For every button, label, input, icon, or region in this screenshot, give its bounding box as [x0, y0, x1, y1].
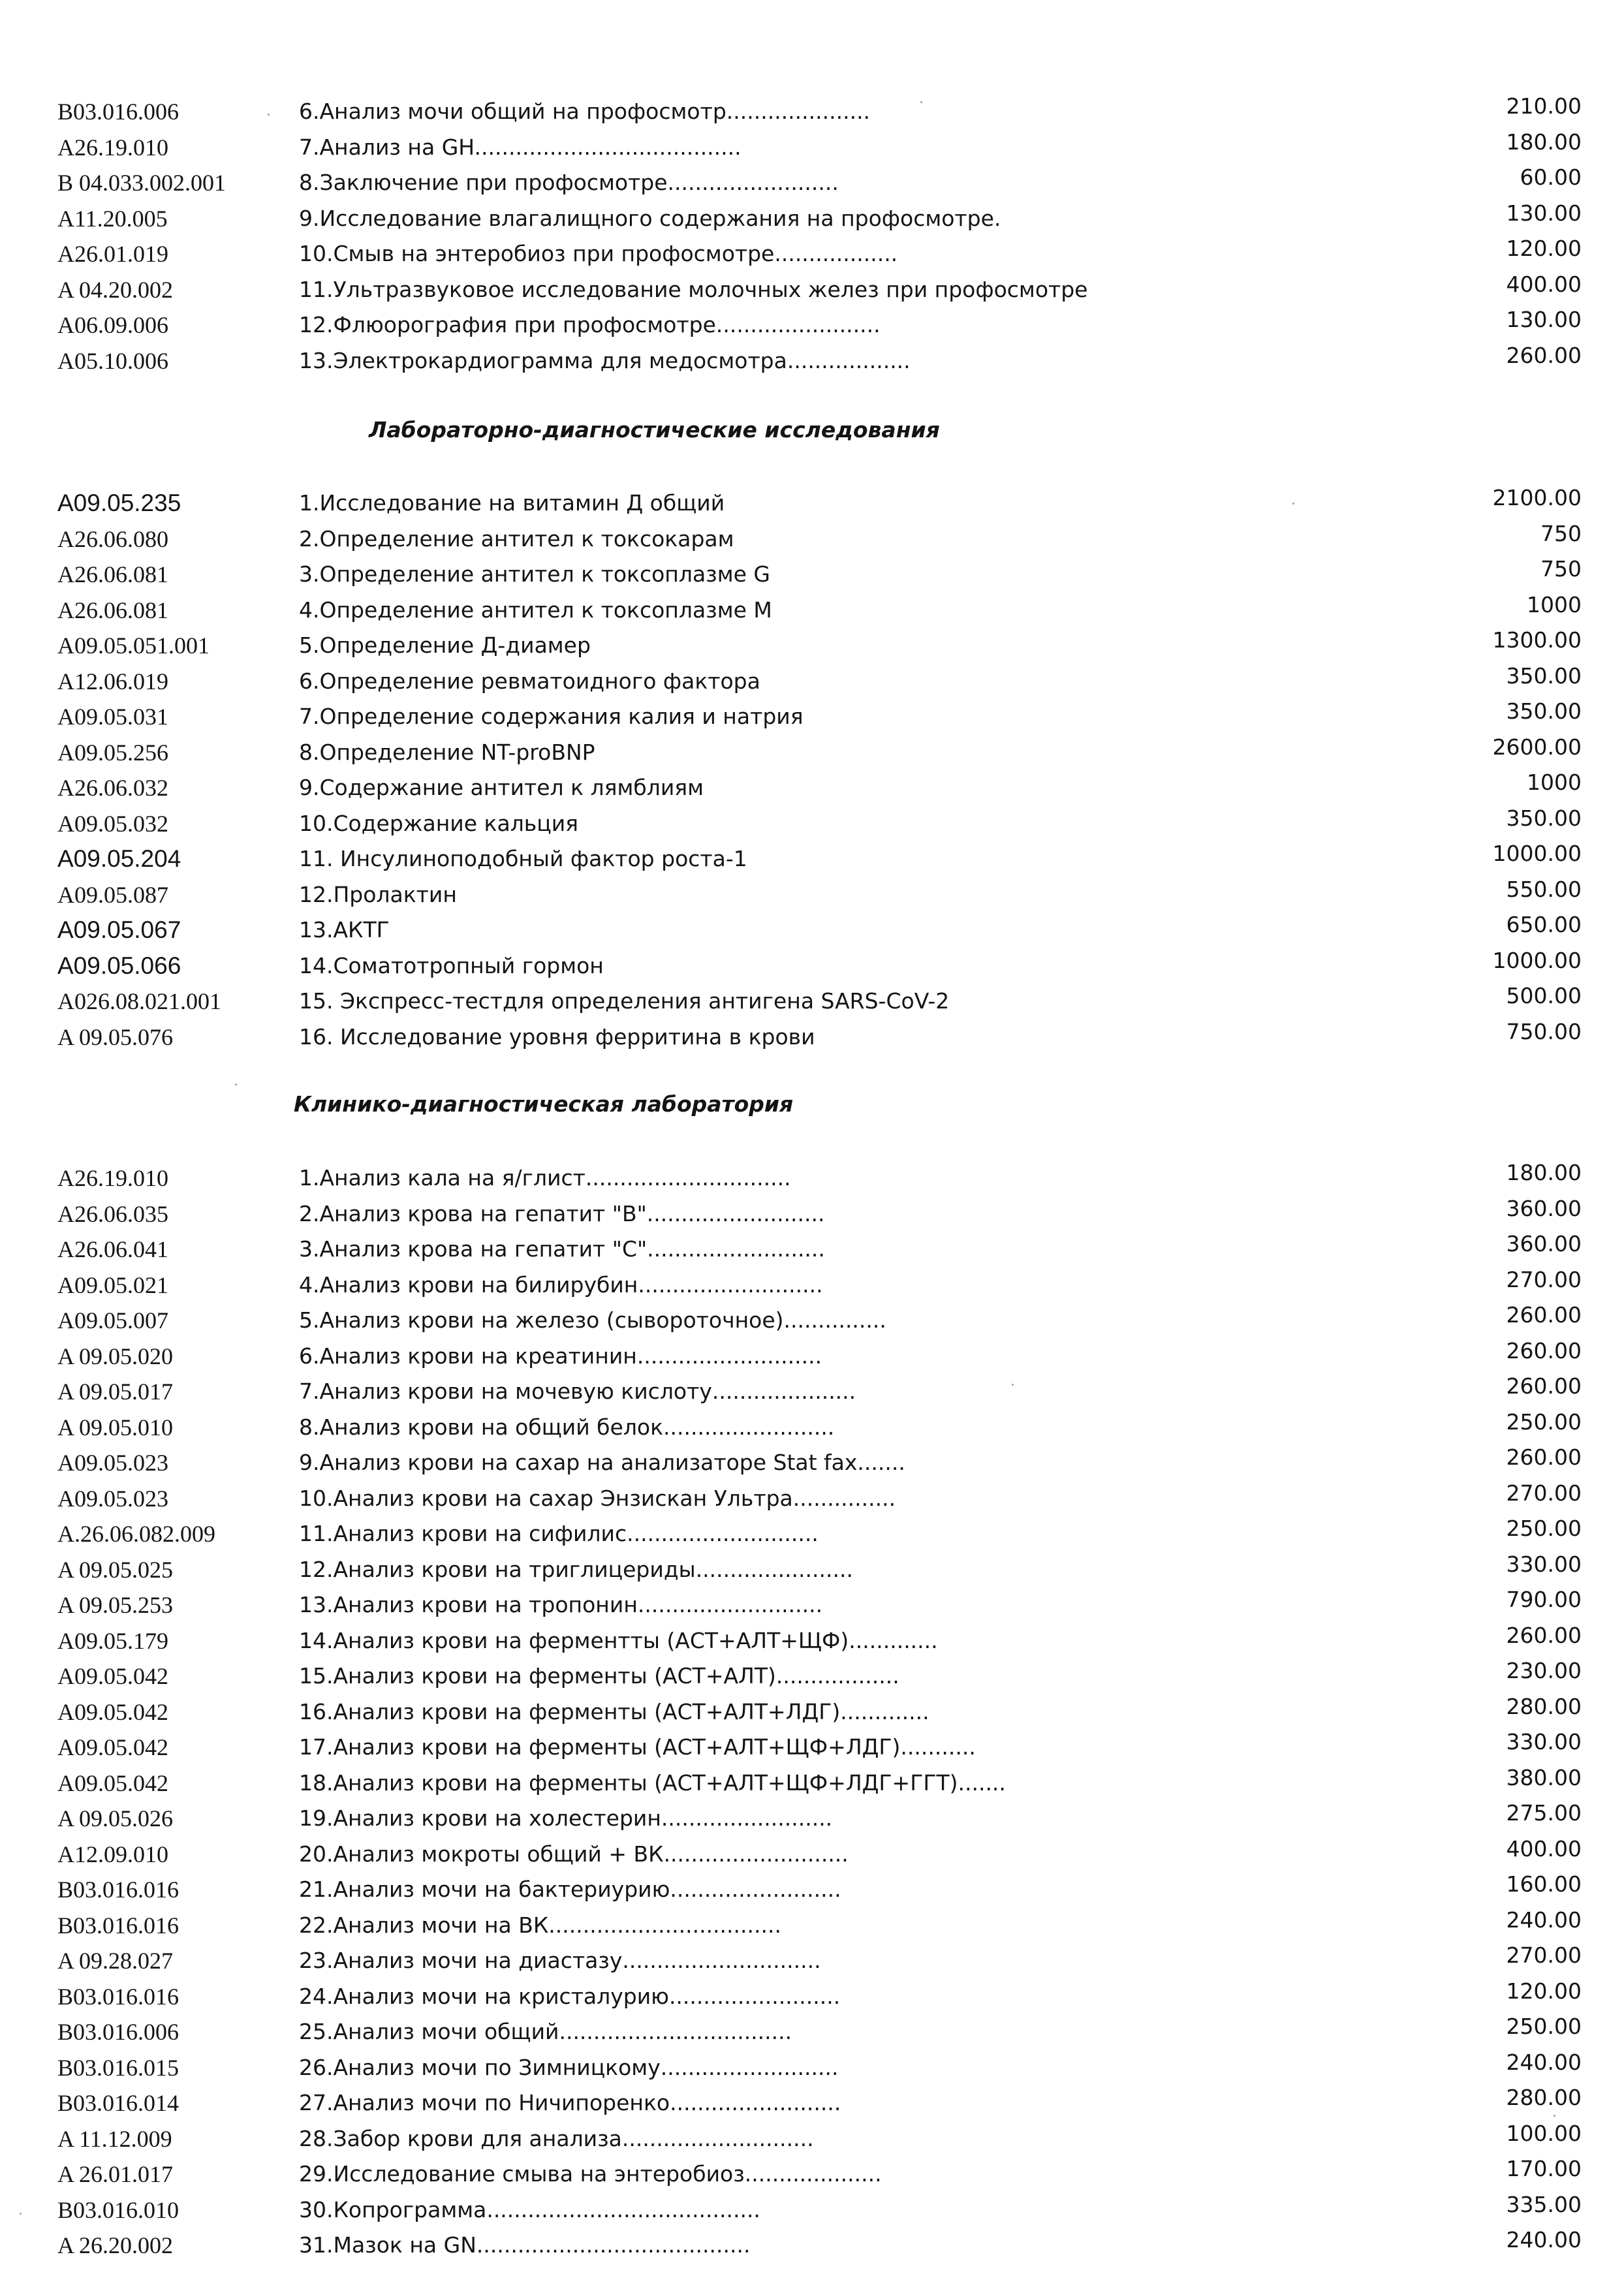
service-price: 400.00 [1506, 271, 1582, 297]
service-code: A 04.20.002 [57, 276, 174, 303]
service-code: B03.016.016 [57, 1912, 180, 1939]
service-code: B03.016.016 [57, 1983, 180, 2010]
table-row [0, 2191, 1624, 2230]
table-row [0, 1266, 1624, 1305]
service-code: A09.05.031 [57, 704, 168, 730]
service-code: A26.06.035 [57, 1200, 168, 1227]
service-price: 260.00 [1506, 1444, 1582, 1470]
service-code: A 09.05.017 [57, 1379, 174, 1405]
service-price: 330.00 [1506, 1729, 1582, 1754]
service-name: 15.Анализ крови на ферменты (АСТ+АЛТ).................. [299, 1663, 899, 1689]
service-name: 14.Анализ крови на ферментты (АСТ+АЛТ+ЩФ)............. [299, 1627, 938, 1653]
service-name: 9.Содержание антител к лямблиям [299, 775, 704, 800]
service-code: A26.19.010 [57, 134, 168, 161]
service-code: A 09.05.253 [57, 1592, 174, 1618]
table-row [0, 95, 1624, 131]
service-code: A05.10.006 [57, 347, 168, 374]
table-row [0, 843, 1624, 879]
service-name: 10.Смыв на энтеробиоз при профосмотре.................. [299, 241, 898, 266]
table-row [0, 1764, 1624, 1803]
service-name: 31.Мазок на GN........................................ [299, 2232, 751, 2258]
table-row [0, 558, 1624, 594]
service-name: 25.Анализ мочи общий.................................. [299, 2019, 792, 2044]
table-row [0, 238, 1624, 273]
service-price: 240.00 [1506, 2049, 1582, 2075]
service-code: A09.05.067 [57, 916, 181, 943]
table-row [0, 914, 1624, 950]
service-name: 6.Анализ мочи общий на профосмотр..................... [299, 99, 871, 124]
table-row [0, 629, 1624, 665]
table-row [0, 876, 1624, 914]
table-row [0, 487, 1624, 523]
service-price: 250.00 [1506, 1409, 1582, 1435]
service-code: A09.05.256 [57, 739, 168, 766]
service-price: 160.00 [1506, 1871, 1582, 1897]
service-name: 4.Анализ крови на билирубин........................... [299, 1271, 823, 1298]
service-code: A 09.05.026 [57, 1805, 174, 1831]
service-name: 12.Пролактин [299, 881, 457, 907]
service-price: 270.00 [1506, 1942, 1582, 1968]
service-code: A 11.12.009 [57, 2125, 172, 2152]
service-price: 240.00 [1506, 1907, 1582, 1933]
service-name: 5.Анализ крови на железо (сывороточное)............... [299, 1307, 886, 1333]
service-code: A 09.05.025 [57, 1556, 174, 1583]
service-code: A 09.28.027 [57, 1948, 174, 1974]
service-price: 1000.00 [1492, 947, 1582, 973]
service-name: 7.Анализ на GH....................................... [299, 134, 742, 160]
table-row [0, 1375, 1624, 1411]
table-row [0, 1660, 1624, 1696]
service-code: A 09.05.076 [57, 1023, 174, 1050]
service-price: 170.00 [1506, 2156, 1582, 2181]
service-code: A09.05.042 [57, 1769, 168, 1796]
table-row [0, 2158, 1624, 2194]
service-name: 9.Исследование влагалищного содержания на профосмотре. [299, 205, 1001, 231]
service-code: A26.06.032 [57, 775, 168, 801]
service-name: 1.Анализ кала на я/глист.............................. [299, 1165, 791, 1191]
service-name: 17.Анализ крови на ферменты (АСТ+АЛТ+ЩФ+ЛДГ)........... [299, 1734, 976, 1760]
table-row [0, 736, 1624, 772]
service-code: A09.05.179 [57, 1627, 168, 1654]
table-row [0, 342, 1624, 381]
service-code: B 04.033.002.001 [57, 170, 226, 196]
table-row [0, 700, 1624, 736]
service-name: 7.Анализ крови на мочевую кислоту..................... [299, 1379, 856, 1404]
section-profosmotr [0, 95, 1624, 380]
service-code: A 09.05.010 [57, 1414, 174, 1441]
scan-speck [20, 2213, 22, 2215]
service-code: A.26.06.082.009 [57, 1521, 215, 1547]
service-price: 130.00 [1506, 307, 1582, 332]
service-code: A12.09.010 [57, 1841, 168, 1867]
service-price: 330.00 [1506, 1551, 1582, 1577]
service-name: 15. Экспресс-тестдля определения антигена SARS-CoV-2 [299, 988, 950, 1014]
service-code: A11.20.005 [57, 205, 168, 232]
table-row [0, 1873, 1624, 1909]
service-name: 2.Анализ крова на гепатит "В".......................... [299, 1200, 825, 1226]
service-price: 270.00 [1506, 1266, 1582, 1292]
service-price: 250.00 [1506, 1516, 1582, 1541]
service-code: A09.05.066 [57, 952, 181, 979]
service-price: 750.00 [1506, 1018, 1582, 1044]
service-code: B03.016.015 [57, 2054, 180, 2081]
table-row [0, 591, 1624, 630]
service-name: 7.Определение содержания калия и натрия [299, 704, 804, 729]
table-row [0, 771, 1624, 807]
service-code: A09.05.021 [57, 1271, 168, 1298]
service-code: A09.05.051.001 [57, 632, 210, 659]
service-name: 6.Определение ревматоидного фактора [299, 668, 760, 694]
table-row [0, 1195, 1624, 1234]
service-code: A 26.01.017 [57, 2161, 174, 2187]
service-price: 1300.00 [1492, 627, 1582, 653]
table-row [0, 1411, 1624, 1447]
table-row [0, 947, 1624, 986]
service-name: 2.Определение антител к токсокарам [299, 525, 734, 552]
service-code: A09.05.023 [57, 1485, 168, 1512]
service-price: 120.00 [1506, 1978, 1582, 2004]
service-name: 13.Электрокардиограмма для медосмотра.................. [299, 347, 911, 373]
table-row [0, 1337, 1624, 1376]
table-row [0, 1446, 1624, 1482]
service-name: 11.Анализ крови на сифилис............................ [299, 1521, 819, 1546]
table-row [0, 1162, 1624, 1198]
service-code: A026.08.021.001 [57, 988, 221, 1014]
service-price: 180.00 [1506, 1160, 1582, 1185]
scan-speck [1012, 1384, 1014, 1386]
service-price: 360.00 [1506, 1195, 1582, 1221]
service-name: 28.Забор крови для анализа............................ [299, 2125, 814, 2151]
service-price: 335.00 [1506, 2191, 1582, 2217]
service-price: 750 [1540, 520, 1582, 546]
service-price: 270.00 [1506, 1480, 1582, 1506]
service-code: A09.05.235 [57, 490, 181, 516]
table-row [0, 1482, 1624, 1518]
service-price: 260.00 [1506, 1302, 1582, 1328]
service-name: 10.Содержание кальция [299, 810, 579, 836]
service-price: 350.00 [1506, 805, 1582, 831]
service-price: 380.00 [1506, 1764, 1582, 1790]
scan-speck [235, 1083, 237, 1085]
service-name: 4.Определение антител к токсоплазме М [299, 597, 772, 623]
service-price: 260.00 [1506, 342, 1582, 368]
service-code: A09.05.204 [57, 845, 181, 872]
table-row [0, 202, 1624, 238]
service-price: 280.00 [1506, 1693, 1582, 1719]
service-price: 275.00 [1506, 1800, 1582, 1826]
table-row [0, 662, 1624, 701]
service-code: A26.19.010 [57, 1165, 168, 1191]
service-price: 280.00 [1506, 2085, 1582, 2110]
service-price: 500.00 [1506, 983, 1582, 1008]
table-row [0, 1233, 1624, 1269]
service-name: 30.Копрограмма........................................ [299, 2196, 760, 2222]
table-row [0, 309, 1624, 345]
service-price: 360.00 [1506, 1231, 1582, 1256]
table-row [0, 1018, 1624, 1057]
table-row [0, 1731, 1624, 1767]
table-row [0, 1518, 1624, 1553]
service-name: 8.Заключение при профосмотре......................... [299, 170, 839, 195]
service-name: 8.Определение NT-proBNP [299, 739, 595, 765]
service-code: A09.05.007 [57, 1307, 168, 1333]
table-row [0, 1553, 1624, 1589]
table-row [0, 2229, 1624, 2265]
service-price: 650.00 [1506, 912, 1582, 937]
service-price: 400.00 [1506, 1835, 1582, 1862]
table-row [0, 1304, 1624, 1340]
service-code: A26.06.081 [57, 561, 168, 587]
service-price: 210.00 [1506, 93, 1582, 119]
service-name: 12.Анализ крови на триглицериды....................... [299, 1556, 853, 1582]
service-name: 22.Анализ мочи на ВК.................................. [299, 1912, 781, 1938]
service-code: A09.05.042 [57, 1663, 168, 1689]
service-price: 350.00 [1506, 698, 1582, 724]
service-name: 9.Анализ крови на сахар на анализаторе Stat fax....... [299, 1450, 905, 1475]
service-name: 10.Анализ крови на сахар Энзискан Ультра............... [299, 1485, 896, 1511]
service-name: 14.Соматотропный гормон [299, 952, 604, 978]
service-code: A 09.05.020 [57, 1343, 174, 1369]
service-code: B03.016.014 [57, 2090, 180, 2116]
table-row [0, 1909, 1624, 1945]
service-name: 13.АКТГ [299, 917, 390, 943]
section-lab-diag [0, 487, 1624, 1056]
service-name: 8.Анализ крови на общий белок......................... [299, 1414, 835, 1440]
service-price: 60.00 [1520, 164, 1582, 190]
service-code: A09.05.032 [57, 810, 168, 837]
service-name: 27.Анализ мочи по Ничипоренко......................... [299, 2090, 841, 2115]
service-price: 180.00 [1506, 129, 1582, 155]
scan-speck [268, 114, 270, 116]
service-code: B03.016.010 [57, 2196, 180, 2223]
service-name: 1.Исследование на витамин Д общий [299, 490, 725, 516]
service-price: 550.00 [1506, 876, 1582, 902]
service-price: 260.00 [1506, 1622, 1582, 1648]
service-code: A26.06.080 [57, 525, 168, 552]
service-code: A12.06.019 [57, 668, 168, 694]
service-code: A 26.20.002 [57, 2232, 174, 2258]
table-row [0, 166, 1624, 202]
service-price: 120.00 [1506, 236, 1582, 261]
service-price: 260.00 [1506, 1373, 1582, 1399]
service-name: 12.Флюорография при профосмотре........................ [299, 312, 881, 337]
service-price: 130.00 [1506, 200, 1582, 226]
service-code: A06.09.006 [57, 312, 168, 338]
service-price: 2100.00 [1492, 485, 1582, 510]
service-price: 240.00 [1506, 2227, 1582, 2252]
service-name: 11.Ультразвуковое исследование молочных желез при профосмотре [299, 276, 1088, 302]
service-code: A09.05.042 [57, 1734, 168, 1760]
service-price: 750 [1540, 556, 1582, 582]
service-name: 23.Анализ мочи на диастазу............................. [299, 1948, 821, 1973]
table-row [0, 2087, 1624, 2123]
service-code: A09.05.087 [57, 881, 168, 908]
service-code: A09.05.042 [57, 1698, 168, 1725]
table-row [0, 1622, 1624, 1660]
service-price: 1000 [1527, 770, 1582, 795]
scan-speck [920, 101, 922, 103]
service-name: 3.Определение антител к токсоплазме G [299, 561, 770, 587]
service-name: 13.Анализ крови на тропонин........................... [299, 1592, 823, 1617]
service-price: 1000 [1527, 591, 1582, 617]
scan-speck [1292, 503, 1294, 505]
table-row [0, 2120, 1624, 2159]
service-name: 19.Анализ крови на холестерин......................... [299, 1805, 833, 1831]
table-row [0, 807, 1624, 843]
section-heading-lab-diag: Лабораторно-диагностические исследования [369, 417, 940, 443]
table-row [0, 131, 1624, 167]
service-price: 250.00 [1506, 2014, 1582, 2039]
service-code: B03.016.006 [57, 99, 180, 125]
table-row [0, 1802, 1624, 1838]
service-name: 20.Анализ мокроты общий + ВК........................... [299, 1841, 849, 1867]
service-name: 21.Анализ мочи на бактериурию......................... [299, 1877, 841, 1902]
service-price: 2600.00 [1492, 734, 1582, 760]
service-code: A09.05.023 [57, 1450, 168, 1476]
service-name: 11. Инсулиноподобный фактор роста-1 [299, 846, 747, 871]
service-price: 350.00 [1506, 662, 1582, 689]
section-heading-kdl: Клинико-диагностическая лаборатория [294, 1091, 794, 1117]
service-price: 790.00 [1506, 1587, 1582, 1612]
service-price: 1000.00 [1492, 841, 1582, 866]
service-code: B03.016.006 [57, 2019, 180, 2045]
service-name: 26.Анализ мочи по Зимницкому.......................... [299, 2054, 839, 2080]
table-row [0, 2016, 1624, 2051]
service-code: A26.06.041 [57, 1236, 168, 1262]
table-row [0, 520, 1624, 559]
service-name: 24.Анализ мочи на кристалурию......................... [299, 1983, 841, 2009]
service-price: 260.00 [1506, 1337, 1582, 1364]
service-name: 29.Исследование смыва на энтеробиоз.................... [299, 2161, 882, 2187]
table-row [0, 1589, 1624, 1625]
service-code: A26.01.019 [57, 241, 168, 267]
service-price: 230.00 [1506, 1658, 1582, 1683]
table-row [0, 985, 1624, 1021]
table-row [0, 2051, 1624, 2087]
service-name: 5.Определение Д-диамер [299, 632, 591, 658]
service-name: 16.Анализ крови на ферменты (АСТ+АЛТ+ЛДГ)............. [299, 1698, 929, 1724]
service-name: 18.Анализ крови на ферменты (АСТ+АЛТ+ЩФ+ЛДГ+ГГТ)....... [299, 1769, 1006, 1796]
table-row [0, 1980, 1624, 2016]
table-row [0, 273, 1624, 309]
service-name: 3.Анализ крова на гепатит "С".......................... [299, 1236, 825, 1262]
scan-speck [1554, 2115, 1555, 2117]
table-row [0, 1835, 1624, 1874]
service-name: 6.Анализ крови на креатинин........................... [299, 1343, 822, 1369]
section-kdl [0, 1162, 1624, 2265]
service-code: A26.06.081 [57, 597, 168, 623]
service-code: B03.016.016 [57, 1877, 180, 1903]
service-price: 100.00 [1506, 2120, 1582, 2146]
service-name: 16. Исследование уровня ферритина в крови [299, 1023, 815, 1050]
table-row [0, 1944, 1624, 1980]
table-row [0, 1693, 1624, 1732]
